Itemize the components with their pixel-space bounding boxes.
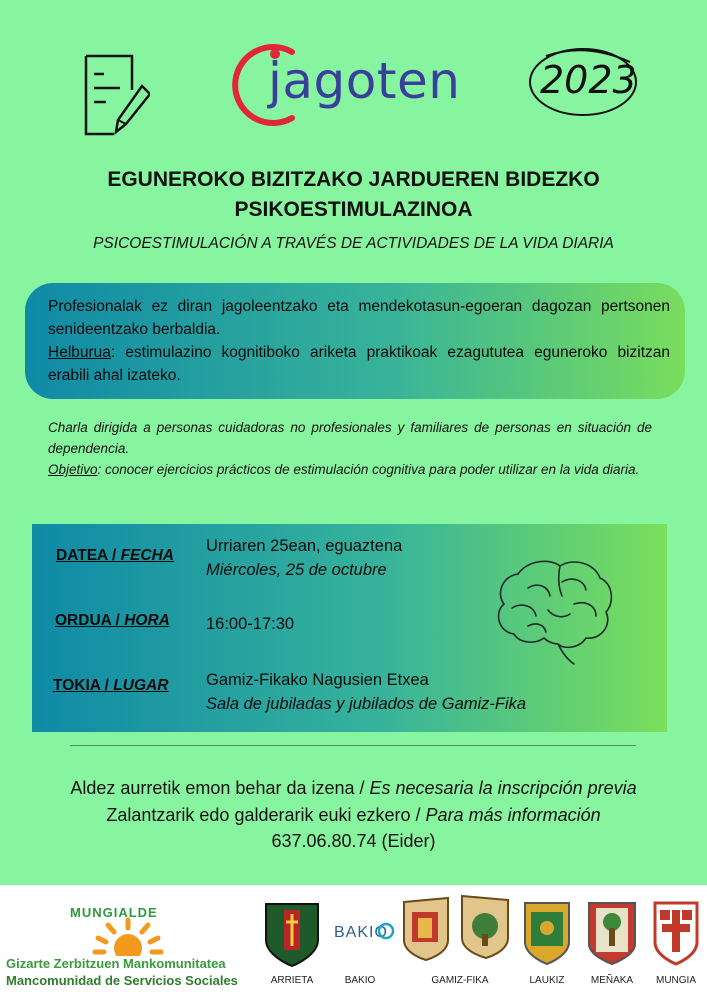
registration-es: Es necesaria la inscripción previa bbox=[369, 778, 637, 798]
goal-label: Helburua bbox=[48, 344, 111, 361]
time-label-es: HORA bbox=[124, 612, 170, 629]
intro-description-es: Charla dirigida a personas cuidadoras no profesionales y familiares de personas en situación de dependencia. bbox=[48, 420, 652, 456]
goal-text-es: : conocer ejercicios prácticos de estimulación cognitiva para poder utilizar en la vida diaria. bbox=[97, 462, 640, 477]
menaka-shield-icon bbox=[586, 900, 638, 966]
arrieta-shield-icon bbox=[262, 900, 322, 968]
organization-name-eu: Gizarte Zerbitzuen Mankomunitatea bbox=[6, 956, 226, 971]
mungialde-logo-text: MUNGIALDE bbox=[70, 905, 158, 920]
intro-text-es bbox=[48, 417, 652, 480]
municipality-label-menaka: MEÑAKA bbox=[590, 975, 634, 986]
registration-info bbox=[20, 775, 687, 855]
fika-shield-icon bbox=[458, 894, 512, 960]
info-es: Para más información bbox=[425, 804, 601, 825]
info-eu: Zalantzarik edo galderarik euki ezkero / bbox=[106, 804, 426, 825]
place-value-es: Sala de jubiladas y jubilados de Gamiz-Fika bbox=[206, 695, 527, 713]
brand-logo-text: jagoten bbox=[268, 52, 461, 110]
bakio-wave-icon bbox=[378, 922, 394, 940]
mungia-shield-icon bbox=[652, 900, 700, 966]
date-label bbox=[56, 547, 174, 565]
registration-eu: Aldez aurretik emon behar da izena / bbox=[70, 778, 370, 798]
place-value bbox=[206, 668, 526, 716]
time-value: 16:00-17:30 bbox=[206, 615, 295, 633]
organization-name-es: Mancomunidad de Servicios Sociales bbox=[6, 973, 238, 988]
time-label bbox=[55, 612, 170, 630]
goal-text: : estimulazino kognitiboko ariketa praktikoak ezagututea eguneroko bizitzan erabili ahal izateko. bbox=[48, 344, 670, 384]
intro-text-eu bbox=[48, 295, 670, 387]
year-label: 2023 bbox=[540, 58, 637, 102]
contact-phone: 637.06.80.74 (Eider) bbox=[271, 831, 436, 851]
brain-icon bbox=[488, 552, 618, 670]
date-label-eu: DATEA / bbox=[56, 547, 121, 564]
municipality-label-arrieta: ARRIETA bbox=[270, 975, 314, 986]
goal-label-es: Objetivo bbox=[48, 462, 98, 477]
divider bbox=[70, 745, 636, 746]
page-subtitle: PSICOESTIMULACIÓN A TRAVÉS DE ACTIVIDADES DE LA VIDA DIARIA bbox=[93, 235, 614, 252]
place-label bbox=[53, 677, 168, 695]
intro-description: Profesionalak ez diran jagoleentzako eta mendekotasun-egoeran dagozan pertsonen senideentzako berbaldia. bbox=[48, 298, 670, 338]
laukiz-shield-icon bbox=[522, 900, 572, 966]
document-pencil-icon bbox=[80, 50, 150, 140]
date-value-eu: Urriaren 25ean, eguaztena bbox=[206, 537, 403, 555]
page-title: EGUNEROKO BIZITZAKO JARDUEREN BIDEZKO PSIKOESTIMULAZINOA bbox=[107, 168, 600, 221]
time-label-eu: ORDUA / bbox=[55, 612, 125, 629]
place-label-eu: TOKIA / bbox=[53, 677, 114, 694]
place-label-es: LUGAR bbox=[113, 677, 169, 694]
municipality-label-laukiz: LAUKIZ bbox=[529, 975, 565, 986]
date-label-es: FECHA bbox=[120, 547, 174, 564]
municipality-label-gamiz-fika: GAMIZ-FIKA bbox=[431, 975, 489, 986]
bakio-logo: BAKIO bbox=[334, 924, 388, 941]
date-value-es: Miércoles, 25 de octubre bbox=[206, 561, 387, 579]
place-value-eu: Gamiz-Fikako Nagusien Etxea bbox=[206, 671, 429, 689]
municipality-label-bakio: BAKIO bbox=[344, 975, 376, 986]
gamiz-shield-icon bbox=[400, 896, 452, 962]
municipality-label-mungia: MUNGIA bbox=[656, 975, 696, 986]
date-value bbox=[206, 534, 402, 582]
